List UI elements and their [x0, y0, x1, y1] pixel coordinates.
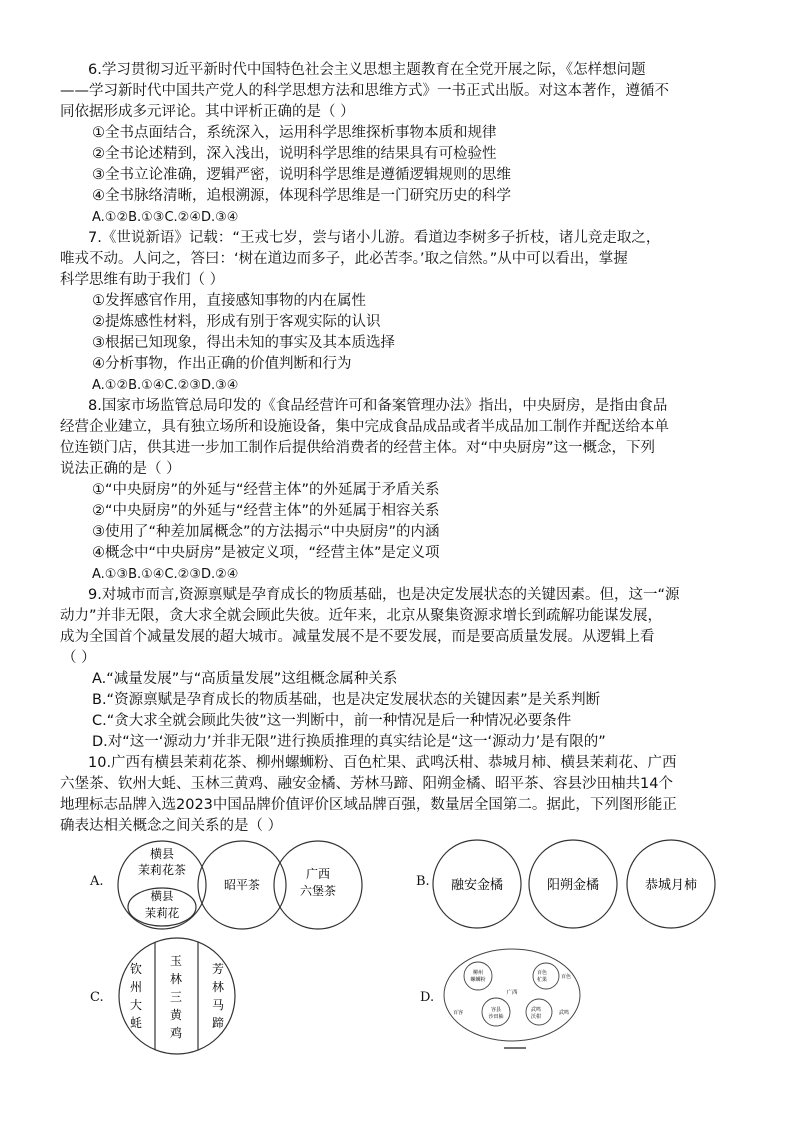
- figure-d-label-center: 广西: [506, 990, 518, 996]
- figure-b-label-3: 恭城月柿: [644, 878, 698, 893]
- figure-c-col1-char: 蚝: [129, 1016, 143, 1030]
- figure-c-col2-char: 三: [169, 990, 183, 1004]
- figure-a-inner-label-bottom: 茉莉花: [144, 906, 180, 920]
- figure-a-outer-label-bottom: 茉莉花茶: [137, 863, 187, 877]
- figure-c-col3-char: 蹄: [211, 1016, 225, 1030]
- figure-d-label-c1-top: 柳州: [472, 970, 484, 976]
- figure-c-diagram: [104, 935, 254, 1059]
- figure-a-right-label-top: 广西: [305, 867, 331, 881]
- q10-stem-line-4: 确表达相关概念之间关系的是（ ）: [60, 818, 283, 834]
- figure-d-label-c3: 百色: [560, 974, 572, 980]
- q9-stem-line-3: 成为全国首个减量发展的超大城市。减量发展不是不要发展，而是要高质量发展。从逻辑上看: [60, 629, 655, 645]
- q7-answer-choices: A.①②B.①④C.②③D.③④: [92, 378, 239, 393]
- q10-stem-line-3: 地理标志品牌入选2023中国品牌价值评价区域品牌百强，数量居全国第二。据此，下列图形能正: [60, 797, 677, 813]
- q9-option-c: C.“贪大求全就会顾此失彼”这一判断中，前一种情况是后一种情况必要条件: [92, 713, 572, 729]
- q6-option-2: ②全书论述精到，深入浅出，说明科学思维的结果具有可检验性: [92, 146, 497, 162]
- q6-stem-line-2: ——学习新时代中国共产党人的科学思想方法和思维方式》一书正式出版。对这本著作，遵循不: [60, 83, 669, 99]
- q7-stem-line-1: 7.《世说新语》记载：“王戎七岁，尝与诸小儿游。看道边李树多子折枝，诸儿竞走取之，: [88, 230, 661, 246]
- q8-stem-line-3: 位连锁门店，供其进一步加工制作后提供给消费者的经营主体。对“中央厨房”这一概念，下列: [60, 440, 656, 456]
- figure-d-label-c2-top: 百色: [536, 970, 548, 976]
- figure-c-col2-char: 鸡: [169, 1026, 183, 1040]
- q8-answer-choices: A.①③B.①④C.②③D.②④: [92, 567, 239, 582]
- q8-option-4: ④概念中“中央厨房”是被定义项，“经营主体”是定义项: [92, 545, 440, 561]
- figure-d-label-c2-bottom: 杧果: [536, 977, 548, 983]
- figure-d-label-c1-bottom: 螺蛳粉: [470, 977, 486, 983]
- figure-d-label-c5-bottom: 沙田柚: [488, 1014, 504, 1020]
- figure-b-diagram: [430, 838, 722, 932]
- figure-a-letter: A.: [90, 874, 104, 889]
- q9-option-d: D.对“这一‘源动力’并非无限”进行换质推理的真实结论是“这一‘源动力’是有限的”: [92, 734, 606, 750]
- q8-stem-line-4: 说法正确的是（ ）: [60, 461, 181, 477]
- q6-option-3: ③全书立论准确，逻辑严密，说明科学思维是遵循逻辑规则的思维: [92, 167, 511, 183]
- figure-d-circle-2: [533, 963, 559, 989]
- figure-d-circle-1: [464, 962, 492, 990]
- q9-option-b: B.“资源禀赋是孕育成长的物质基础，也是决定发展状态的关键因素”是关系判断: [92, 692, 601, 708]
- q9-stem-line-4: （ ）: [62, 650, 96, 666]
- figure-d-diagram: [440, 945, 590, 1055]
- figure-d-label-c5-top: 容县: [490, 1007, 502, 1013]
- figure-c-col3-char: 马: [211, 998, 225, 1012]
- q6-option-4: ④全书脉络清晰，追根溯源，体现科学思维是一门研究历史的科学: [92, 188, 511, 204]
- figure-d-label-c6-bottom: 沃柑: [530, 1014, 542, 1020]
- q7-option-1: ①发挥感官作用，直接感知事物的内在属性: [92, 293, 366, 309]
- q7-option-4: ④分析事物，作出正确的价值判断和行为: [92, 356, 352, 372]
- figure-d-label-c7: 武鸣: [558, 1010, 570, 1016]
- q7-stem-line-3: 科学思维有助于我们（ ）: [60, 272, 225, 288]
- figure-d-letter: D.: [420, 990, 435, 1005]
- q6-option-1: ①全书点面结合，系统深入，运用科学思维探析事物本质和规律: [92, 125, 497, 141]
- figure-b-letter: B.: [416, 874, 430, 889]
- figure-d-label-c4: 百容: [452, 1010, 464, 1016]
- q7-option-3: ③根据已知现象，得出未知的事实及其本质选择: [92, 335, 395, 351]
- figure-c-col2-char: 玉: [169, 954, 183, 968]
- q9-stem-line-1: 9.对城市而言,资源禀赋是孕育成长的物质基础，也是决定发展状态的关键因素。但，这一“源: [88, 587, 680, 603]
- figure-c-col3-char: 芳: [211, 962, 225, 976]
- figure-a-middle-label: 昭平茶: [223, 878, 261, 892]
- q8-stem-line-2: 经营企业建立，具有独立场所和设施设备，集中完成食品成品或者半成品加工制作并配送给本单: [60, 419, 669, 435]
- figure-a-right-label-bottom: 六堡茶: [299, 884, 337, 898]
- figure-c-letter: C.: [90, 990, 104, 1005]
- q6-stem-line-3: 同依据形成多元评论。其中评析正确的是（ ）: [60, 104, 355, 120]
- figure-b-label-1: 融安金橘: [450, 878, 504, 893]
- figure-c-col2-char: 林: [169, 972, 183, 986]
- figure-c-col1-char: 州: [129, 980, 143, 994]
- q7-stem-line-2: 唯戎不动。人问之，答曰：‘树在道边而多子，此必苦李。’取之信然。”从中可以看出，掌握: [60, 251, 628, 267]
- figure-a-inner-label-top: 横县: [150, 889, 174, 903]
- q9-stem-line-2: 动力”并非无限，贪大求全就会顾此失彼。近年来，北京从聚集资源求增长到疏解功能谋发展，: [60, 608, 663, 624]
- q7-option-2: ②提炼感性材料，形成有别于客观实际的认识: [92, 314, 381, 330]
- figure-b-label-2: 阳朔金橘: [546, 878, 600, 893]
- figure-c-col1-char: 大: [129, 998, 143, 1012]
- q8-option-3: ③使用了“种差加属概念”的方法揭示“中央厨房”的内涵: [92, 524, 440, 540]
- q8-option-1: ①“中央厨房”的外延与“经营主体”的外延属于矛盾关系: [92, 482, 440, 498]
- q6-stem-line-1: 6.学习贯彻习近平新时代中国特色社会主义思想主题教育在全党开展之际，《怎样想问题: [88, 62, 646, 78]
- figure-a-outer-label-top: 横县: [149, 847, 175, 861]
- figure-c-col1-char: 钦: [129, 962, 143, 976]
- figure-a-venn-diagram: [105, 838, 375, 932]
- figure-d-label-c6-top: 武鸣: [530, 1007, 542, 1013]
- q9-option-a: A.“减量发展”与“高质量发展”这组概念属种关系: [92, 671, 398, 687]
- q8-stem-line-1: 8.国家市场监管总局印发的《食品经营许可和备案管理办法》指出，中央厨房，是指由食品: [88, 398, 668, 414]
- q10-stem-line-1: 10.广西有横县茉莉花茶、柳州螺蛳粉、百色杧果、武鸣沃柑、恭城月柿、横县茉莉花、广西: [88, 755, 677, 771]
- q8-option-2: ②“中央厨房”的外延与“经营主体”的外延属于相容关系: [92, 503, 440, 519]
- q6-answer-choices: A.①②B.①③C.②④D.③④: [92, 210, 239, 225]
- q10-stem-line-2: 六堡茶、钦州大蚝、玉林三黄鸡、融安金橘、芳林马蹄、阳朔金橘、昭平茶、容县沙田柚共14个: [60, 776, 673, 792]
- figure-c-col3-char: 林: [211, 980, 225, 994]
- figure-c-col2-char: 黄: [169, 1008, 183, 1022]
